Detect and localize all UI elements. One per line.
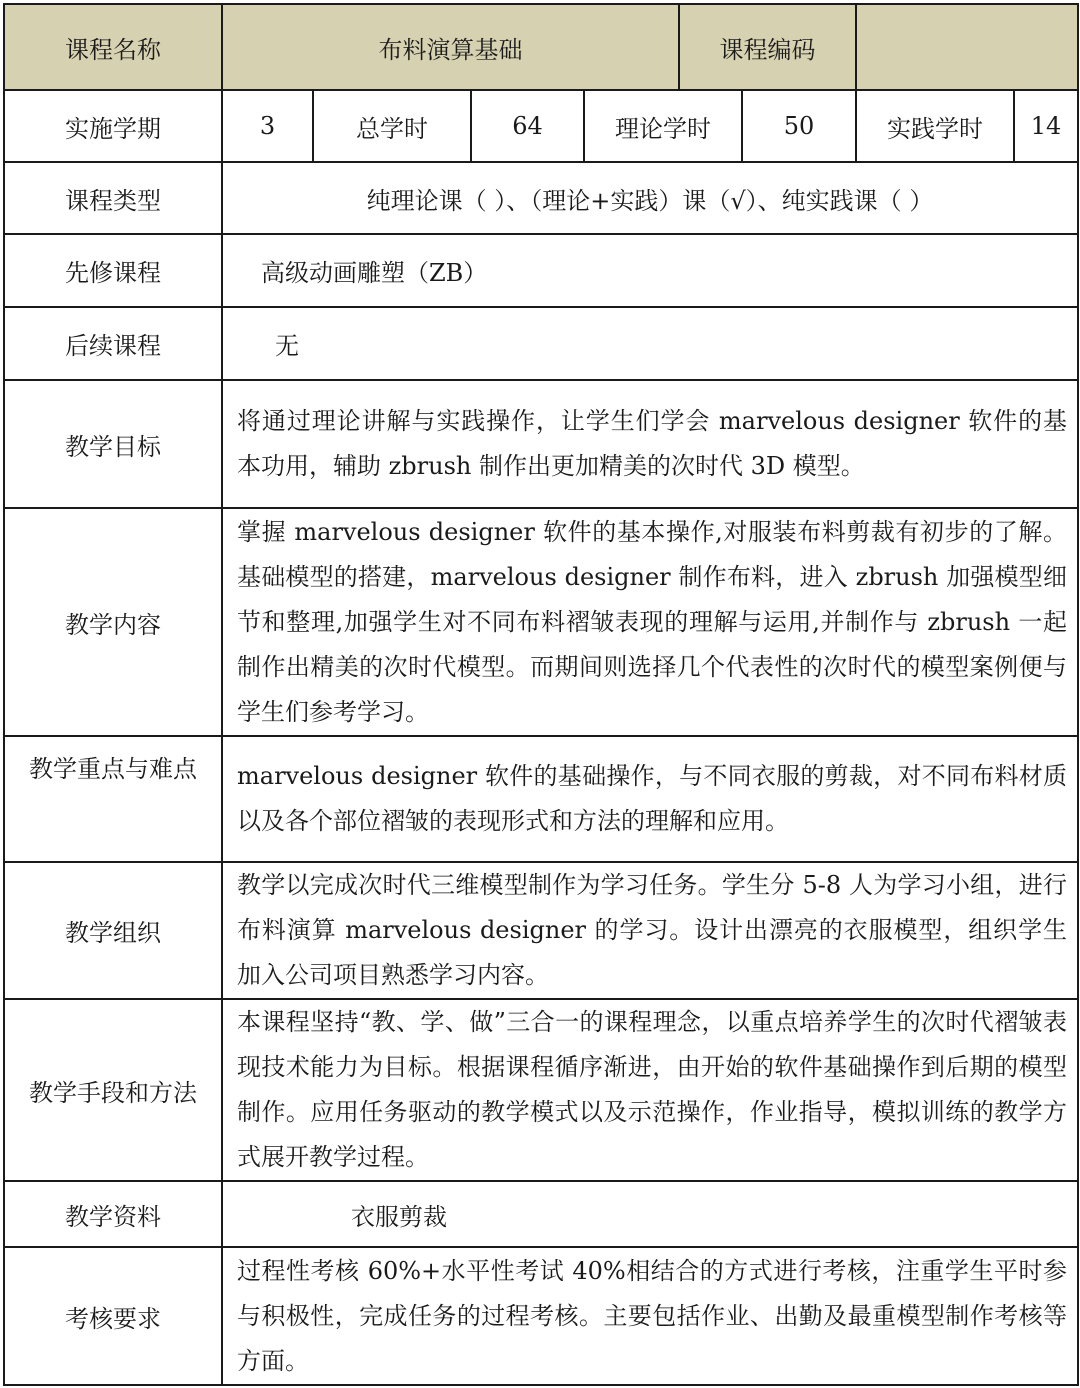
course-code-value bbox=[856, 4, 1078, 90]
practice-hours-value: 14 bbox=[1014, 90, 1078, 162]
course-name-label: 课程名称 bbox=[4, 4, 222, 90]
methods-label: 教学手段和方法 bbox=[4, 999, 222, 1181]
organization-label: 教学组织 bbox=[4, 862, 222, 999]
follow-up-value: 无 bbox=[222, 307, 1078, 380]
content-value: 掌握 marvelous designer 软件的基本操作,对服装布料剪裁有初步的了解。基础模型的搭建，marvelous designer 制作布料，进入 zbrush 加强模型细节和整理,加强学生对不同布料褶皱表现的理解与运用,并制作与 zbrush 一起制作出精美的次时代模型。而期间则选择几个代表性的次时代的模型案例便与学生们参考学习。 bbox=[222, 508, 1078, 736]
theory-hours-value: 50 bbox=[742, 90, 856, 162]
assessment-label: 考核要求 bbox=[4, 1247, 222, 1385]
organization-row bbox=[4, 862, 1078, 999]
course-name-value: 布料演算基础 bbox=[222, 4, 679, 90]
methods-value: 本课程坚持“教、学、做”三合一的课程理念，以重点培养学生的次时代褶皱表现技术能力为目标。根据课程循序渐进，由开始的软件基础操作到后期的模型制作。应用任务驱动的教学模式以及示范操作，作业指导，模拟训练的教学方式展开教学过程。 bbox=[222, 999, 1078, 1181]
assessment-row bbox=[4, 1247, 1078, 1385]
prerequisite-value: 高级动画雕塑（ZB） bbox=[222, 234, 1078, 307]
materials-row bbox=[4, 1181, 1078, 1247]
follow-up-row bbox=[4, 307, 1078, 380]
course-type-label: 课程类型 bbox=[4, 162, 222, 234]
course-type-value: 纯理论课（ ）、（理论+实践）课（√）、纯实践课（ ） bbox=[222, 162, 1078, 234]
assessment-value: 过程性考核 60%+水平性考试 40%相结合的方式进行考核，注重学生平时参与积极性，完成任务的过程考核。主要包括作业、出勤及最重模型制作考核等方面。 bbox=[222, 1247, 1078, 1385]
materials-value: 衣服剪裁 bbox=[222, 1181, 1078, 1247]
theory-hours-label: 理论学时 bbox=[584, 90, 742, 162]
content-row bbox=[4, 508, 1078, 736]
key-points-value: marvelous designer 软件的基础操作，与不同衣服的剪裁，对不同布料材质以及各个部位褶皱的表现形式和方法的理解和应用。 bbox=[222, 736, 1078, 862]
content-label: 教学内容 bbox=[4, 508, 222, 736]
semester-value: 3 bbox=[222, 90, 313, 162]
semester-label: 实施学期 bbox=[4, 90, 222, 162]
methods-row bbox=[4, 999, 1078, 1181]
objective-value: 将通过理论讲解与实践操作，让学生们学会 marvelous designer 软件的基本功用，辅助 zbrush 制作出更加精美的次时代 3D 模型。 bbox=[222, 380, 1078, 508]
follow-up-label: 后续课程 bbox=[4, 307, 222, 380]
course-syllabus-table bbox=[3, 3, 1079, 1386]
course-code-label: 课程编码 bbox=[679, 4, 856, 90]
organization-value: 教学以完成次时代三维模型制作为学习任务。学生分 5-8 人为学习小组，进行布料演算 marvelous designer 的学习。设计出漂亮的衣服模型，组织学生加入公司项目熟悉学习内容。 bbox=[222, 862, 1078, 999]
practice-hours-label: 实践学时 bbox=[856, 90, 1014, 162]
prerequisite-row bbox=[4, 234, 1078, 307]
total-hours-value: 64 bbox=[471, 90, 584, 162]
objective-row bbox=[4, 380, 1078, 508]
hours-row bbox=[4, 90, 1078, 162]
objective-label: 教学目标 bbox=[4, 380, 222, 508]
prerequisite-label: 先修课程 bbox=[4, 234, 222, 307]
key-points-label: 教学重点与难点 bbox=[4, 736, 222, 862]
total-hours-label: 总学时 bbox=[313, 90, 471, 162]
key-points-row bbox=[4, 736, 1078, 862]
course-type-row bbox=[4, 162, 1078, 234]
materials-label: 教学资料 bbox=[4, 1181, 222, 1247]
header-row bbox=[4, 4, 1078, 90]
